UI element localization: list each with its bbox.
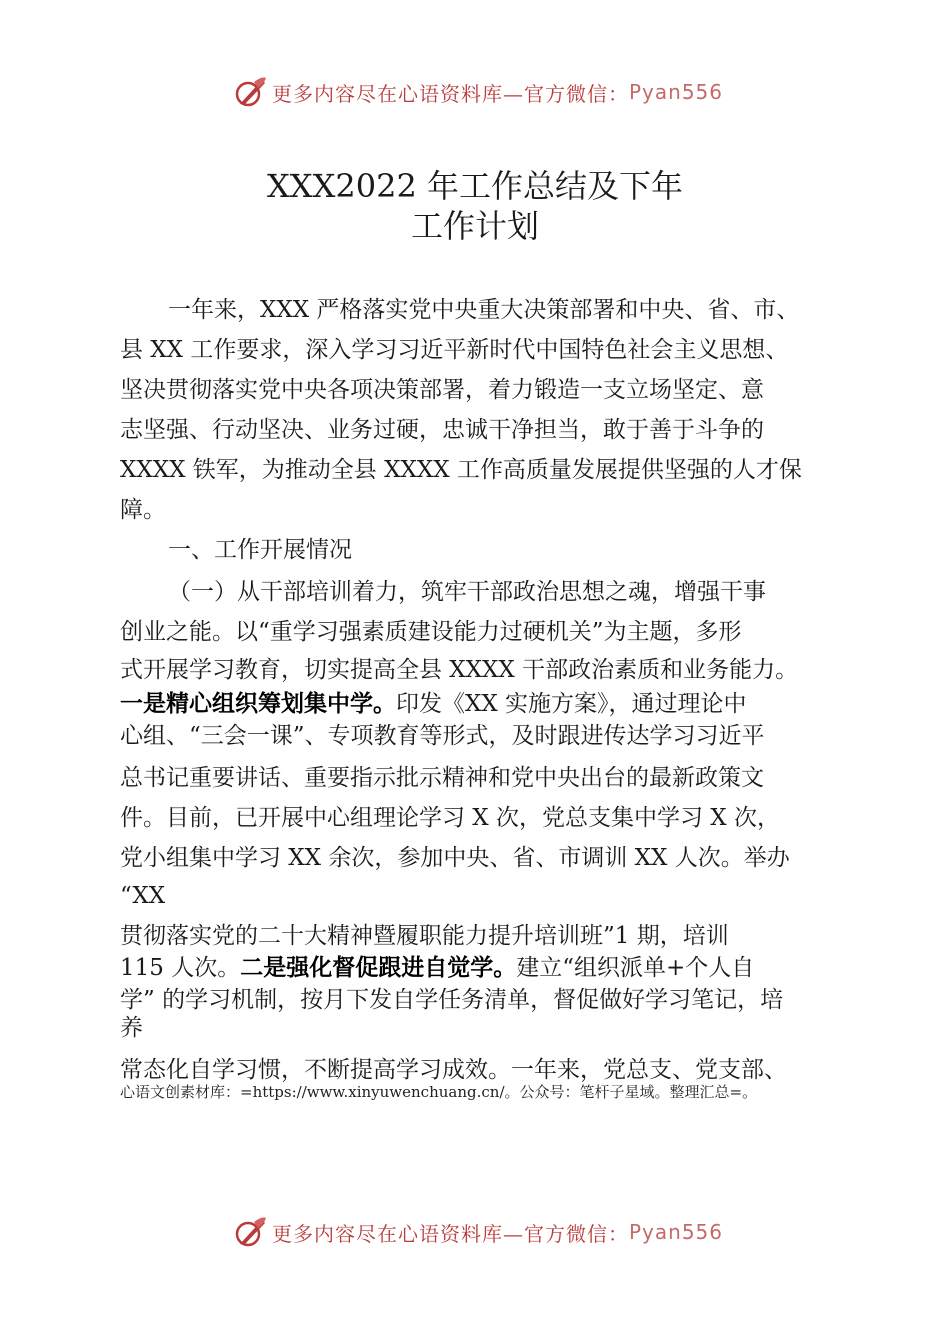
body-line: 常态化自学习惯，不断提高学习成效。一年来，党总支、党支部、 bbox=[120, 1057, 787, 1083]
body-line bbox=[120, 688, 840, 720]
body-line: 学” 的学习机制，按月下发自学任务清单，督促做好学习笔记，培 bbox=[120, 987, 784, 1013]
body-line bbox=[120, 952, 840, 984]
body-line: 坚决贯彻落实党中央各项决策部署，着力锻造一支立场坚定、意 bbox=[120, 377, 764, 403]
header-banner bbox=[232, 72, 723, 112]
body-line: 一年来，XXX 严格落实党中央重大决策部署和中央、省、市、 bbox=[168, 297, 800, 323]
body-line: XXXX 铁军，为推动全县 XXXX 工作高质量发展提供坚强的人才保 bbox=[120, 457, 802, 483]
banner-text: 更多内容尽在心语资料库—官方微信： bbox=[272, 1221, 629, 1246]
body-line: 总书记重要讲话、重要指示批示精神和党中央出台的最新政策文 bbox=[120, 765, 764, 791]
banner-text: 更多内容尽在心语资料库—官方微信： bbox=[272, 81, 629, 106]
body-line: 件。目前，已开展中心组理论学习 X 次，党总支集中学习 X 次， bbox=[120, 805, 780, 831]
bold-point-2: 二是强化督促跟进自觉学。 bbox=[240, 955, 517, 981]
body-line: 创业之能。以“重学习强素质建设能力过硬机关”为主题，多形 bbox=[120, 619, 742, 645]
document-title-line-1: XXX2022 年工作总结及下年 bbox=[267, 167, 683, 205]
body-line: “XX bbox=[120, 883, 166, 909]
quill-pen-logo-icon bbox=[232, 74, 268, 110]
body-line: 县 XX 工作要求，深入学习习近平新时代中国特色社会主义思想、 bbox=[120, 337, 789, 363]
body-line: 心组、“三会一课”、专项教育等形式，及时跟进传达学习习近平 bbox=[120, 723, 765, 749]
body-line: 式开展学习教育，切实提高全县 XXXX 干部政治素质和业务能力。 bbox=[120, 657, 799, 683]
body-line: 养 bbox=[120, 1015, 143, 1041]
footer-banner bbox=[232, 1212, 723, 1252]
body-text: 建立“组织派单+个人自 bbox=[516, 955, 755, 981]
source-footer: 心语文创素材库：=https://www.xinyuwenchuang.cn/。公众号：笔杆子星域。整理汇总=。 bbox=[120, 1083, 758, 1101]
bold-point-1: 一是精心组织筹划集中学。 bbox=[120, 691, 396, 717]
document-title-line-2: 工作计划 bbox=[410, 207, 539, 245]
subsection-heading: （一）从干部培训着力，筑牢干部政治思想之魂，增强干事 bbox=[168, 579, 766, 605]
body-line: 志坚强、行动坚决、业务过硬，忠诚干净担当，敢于善于斗争的 bbox=[120, 417, 764, 443]
body-line: 障。 bbox=[120, 497, 166, 523]
body-line: 党小组集中学习 XX 余次，参加中央、省、市调训 XX 人次。举办 bbox=[120, 845, 790, 871]
body-line: 贯彻落实党的二十大精神暨履职能力提升培训班”1 期，培训 bbox=[120, 923, 729, 949]
banner-wechat-id: Pyan556 bbox=[629, 80, 724, 104]
quill-pen-logo-icon bbox=[232, 1214, 268, 1250]
section-heading: 一、工作开展情况 bbox=[168, 537, 352, 563]
banner-wechat-id: Pyan556 bbox=[629, 1220, 724, 1244]
body-text: 115 人次。 bbox=[120, 955, 241, 981]
body-text: 印发《XX 实施方案》，通过理论中 bbox=[396, 691, 747, 717]
